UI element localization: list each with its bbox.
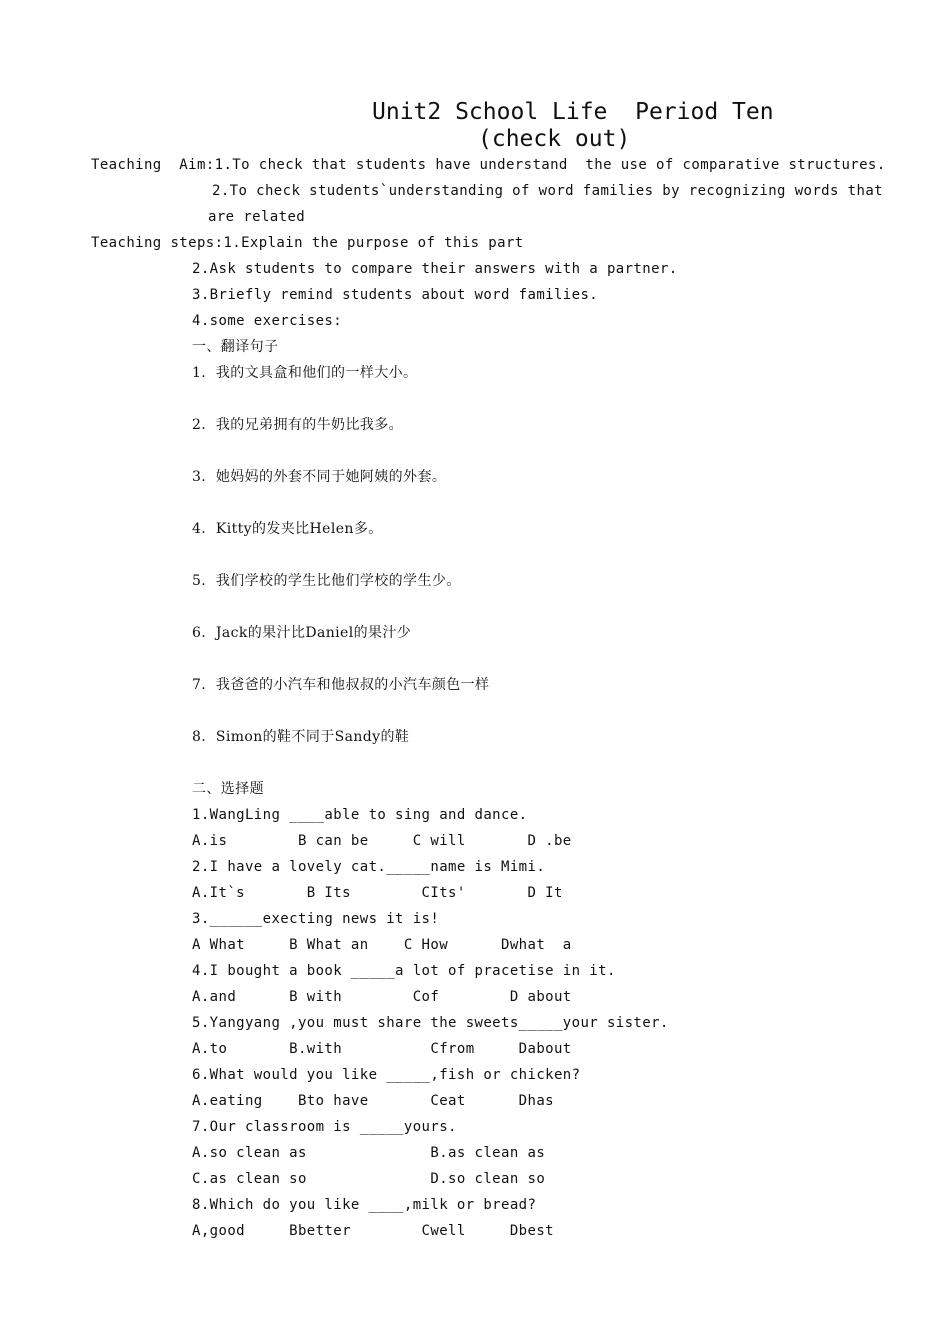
teaching-aim-line bbox=[91, 155, 886, 175]
question-stem: 8.Which do you like ____,milk or bread? bbox=[192, 1197, 537, 1213]
question-options: A.and B with Cof D about bbox=[192, 989, 572, 1005]
translation-item: 6. Jack的果汁比Daniel的果汁少 bbox=[192, 625, 412, 641]
translation-item: 8. Simon的鞋不同于Sandy的鞋 bbox=[192, 729, 410, 745]
translation-item: 1. 我的文具盒和他们的一样大小。 bbox=[192, 365, 418, 381]
page-subtitle: (check out) bbox=[478, 126, 631, 152]
step-item: 1.Explain the purpose of this part bbox=[223, 235, 524, 251]
step-item: 2.Ask students to compare their answers with a partner. bbox=[192, 261, 678, 277]
question-options: A.so clean as B.as clean as bbox=[192, 1145, 546, 1161]
teaching-aim-1: 1.To check that students have understand the use of comparative structures. bbox=[214, 157, 886, 173]
question-options: A,good Bbetter Cwell Dbest bbox=[192, 1223, 554, 1239]
question-options: A.eating Bto have Ceat Dhas bbox=[192, 1093, 554, 1109]
section-heading-translation: 一、翻译句子 bbox=[192, 339, 279, 355]
question-stem: 1.WangLing ____able to sing and dance. bbox=[192, 807, 528, 823]
section-heading-choice: 二、选择题 bbox=[192, 781, 264, 797]
teaching-aim-2-continued: are related bbox=[208, 209, 306, 225]
question-stem: 5.Yangyang ,you must share the sweets_____your sister. bbox=[192, 1015, 669, 1031]
teaching-aim-2: 2.To check students`understanding of word families by recognizing words that bbox=[212, 183, 883, 199]
question-stem: 7.Our classroom is _____yours. bbox=[192, 1119, 457, 1135]
step-item: 4.some exercises: bbox=[192, 313, 343, 329]
question-stem: 2.I have a lovely cat._____name is Mimi. bbox=[192, 859, 546, 875]
question-options: C.as clean so D.so clean so bbox=[192, 1171, 546, 1187]
page-title: Unit2 School Life Period Ten bbox=[372, 99, 774, 125]
translation-item: 2. 我的兄弟拥有的牛奶比我多。 bbox=[192, 417, 404, 433]
teaching-aim-label: Teaching Aim: bbox=[91, 157, 215, 173]
question-options: A.It`s B Its CIts' D It bbox=[192, 885, 563, 901]
question-stem: 4.I bought a book _____a lot of pracetise in it. bbox=[192, 963, 616, 979]
question-options: A.is B can be C will D .be bbox=[192, 833, 572, 849]
teaching-steps-line bbox=[91, 233, 524, 253]
translation-item: 4. Kitty的发夹比Helen多。 bbox=[192, 521, 383, 537]
question-stem: 3.______execting news it is! bbox=[192, 911, 440, 927]
question-options: A.to B.with Cfrom Dabout bbox=[192, 1041, 572, 1057]
question-options: A What B What an C How Dwhat a bbox=[192, 937, 572, 953]
step-item: 3.Briefly remind students about word families. bbox=[192, 287, 599, 303]
question-stem: 6.What would you like _____,fish or chicken? bbox=[192, 1067, 581, 1083]
translation-item: 5. 我们学校的学生比他们学校的学生少。 bbox=[192, 573, 461, 589]
teaching-steps-label: Teaching steps: bbox=[91, 235, 224, 251]
translation-item: 3. 她妈妈的外套不同于她阿姨的外套。 bbox=[192, 469, 447, 485]
translation-item: 7. 我爸爸的小汽车和他叔叔的小汽车颜色一样 bbox=[192, 677, 490, 693]
